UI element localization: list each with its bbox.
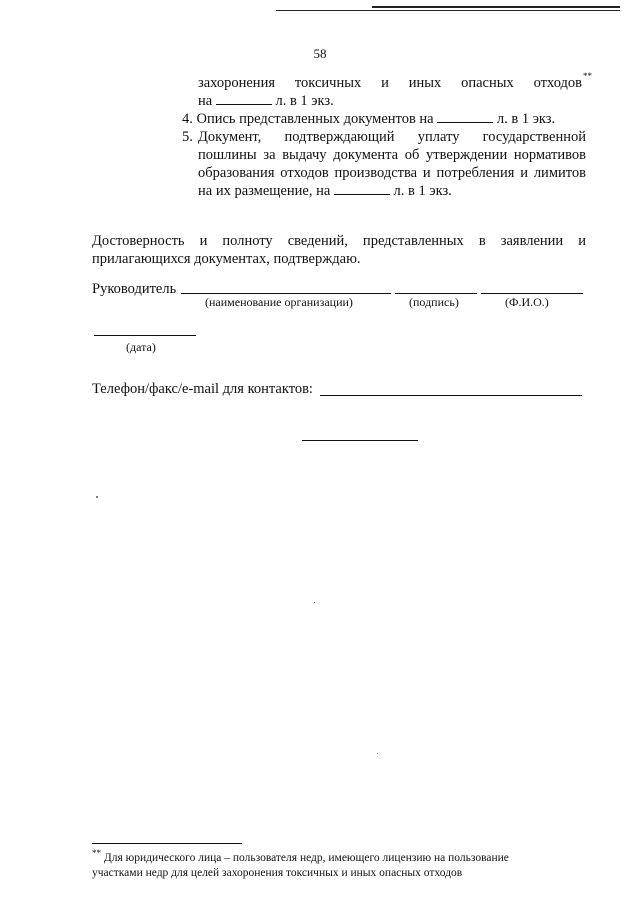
list-continuation-line xyxy=(198,74,582,92)
list-item-5-line2 xyxy=(198,146,586,164)
list-item-text: образования отходов производства и потребления и лимитов xyxy=(198,165,586,181)
date-caption: (дата) xyxy=(126,340,156,354)
section-divider xyxy=(302,440,418,441)
inventory-pages-blank[interactable] xyxy=(437,111,493,123)
list-item-text: Опись представленных документов на xyxy=(196,111,434,127)
list-item-number: 4. xyxy=(182,111,193,127)
list-continuation-text: захоронения токсичных и иных опасных отходов xyxy=(198,75,582,91)
list-continuation-pages xyxy=(198,92,334,110)
scan-speck xyxy=(96,496,98,498)
full-name-caption: (Ф.И.О.) xyxy=(505,295,549,309)
footnote-line2: участками недр для целей захоронения токсичных и иных опасных отходов xyxy=(92,867,463,879)
full-name-field[interactable] xyxy=(481,293,583,294)
footnote-text: Для юридического лица – пользователя недр, имеющего лицензию на пользование xyxy=(103,852,509,864)
fee-pages-blank[interactable] xyxy=(334,183,390,195)
signature-caption: (подпись) xyxy=(409,295,459,309)
header-rule-thin xyxy=(276,10,620,11)
statement-line1 xyxy=(92,232,586,250)
footnote-mark: ** xyxy=(92,848,101,859)
list-item-suffix: л. в 1 экз. xyxy=(496,111,556,127)
list-item-text: на их размещение, на xyxy=(198,183,331,199)
list-item-5-line3 xyxy=(198,164,586,182)
list-item-text: Документ, подтверждающий уплату государственной xyxy=(198,129,586,145)
page-number: 58 xyxy=(313,46,327,61)
footnote-line1 xyxy=(92,848,509,866)
date-field[interactable] xyxy=(94,335,196,336)
statement-text: Достоверность и полноту сведений, представленных в заявлении и xyxy=(92,233,586,249)
pages-suffix: л. в 1 экз. xyxy=(275,93,334,109)
list-item-4 xyxy=(182,110,555,128)
list-item-5-line1 xyxy=(198,128,586,146)
contact-field[interactable] xyxy=(320,395,582,396)
signature-label: Руководитель xyxy=(92,281,177,297)
list-item-5-number: 5. xyxy=(182,129,193,145)
list-item-text: пошлины за выдачу документа об утверждении нормативов xyxy=(198,147,586,163)
header-rule-thick xyxy=(372,6,620,8)
organization-name-field[interactable] xyxy=(181,293,391,294)
organization-caption: (наименование организации) xyxy=(205,295,353,309)
list-item-suffix: л. в 1 экз. xyxy=(393,183,452,199)
statement-line2: прилагающихся документах, подтверждаю. xyxy=(92,251,361,267)
scan-speck xyxy=(314,602,315,603)
pages-prefix: на xyxy=(198,93,213,109)
signature-field[interactable] xyxy=(395,293,477,294)
scan-speck xyxy=(377,753,378,754)
pages-blank[interactable] xyxy=(216,93,272,105)
footnote-rule xyxy=(92,843,242,844)
contact-label: Телефон/факс/e-mail для контактов: xyxy=(92,381,313,397)
list-item-5-line4 xyxy=(198,182,452,200)
